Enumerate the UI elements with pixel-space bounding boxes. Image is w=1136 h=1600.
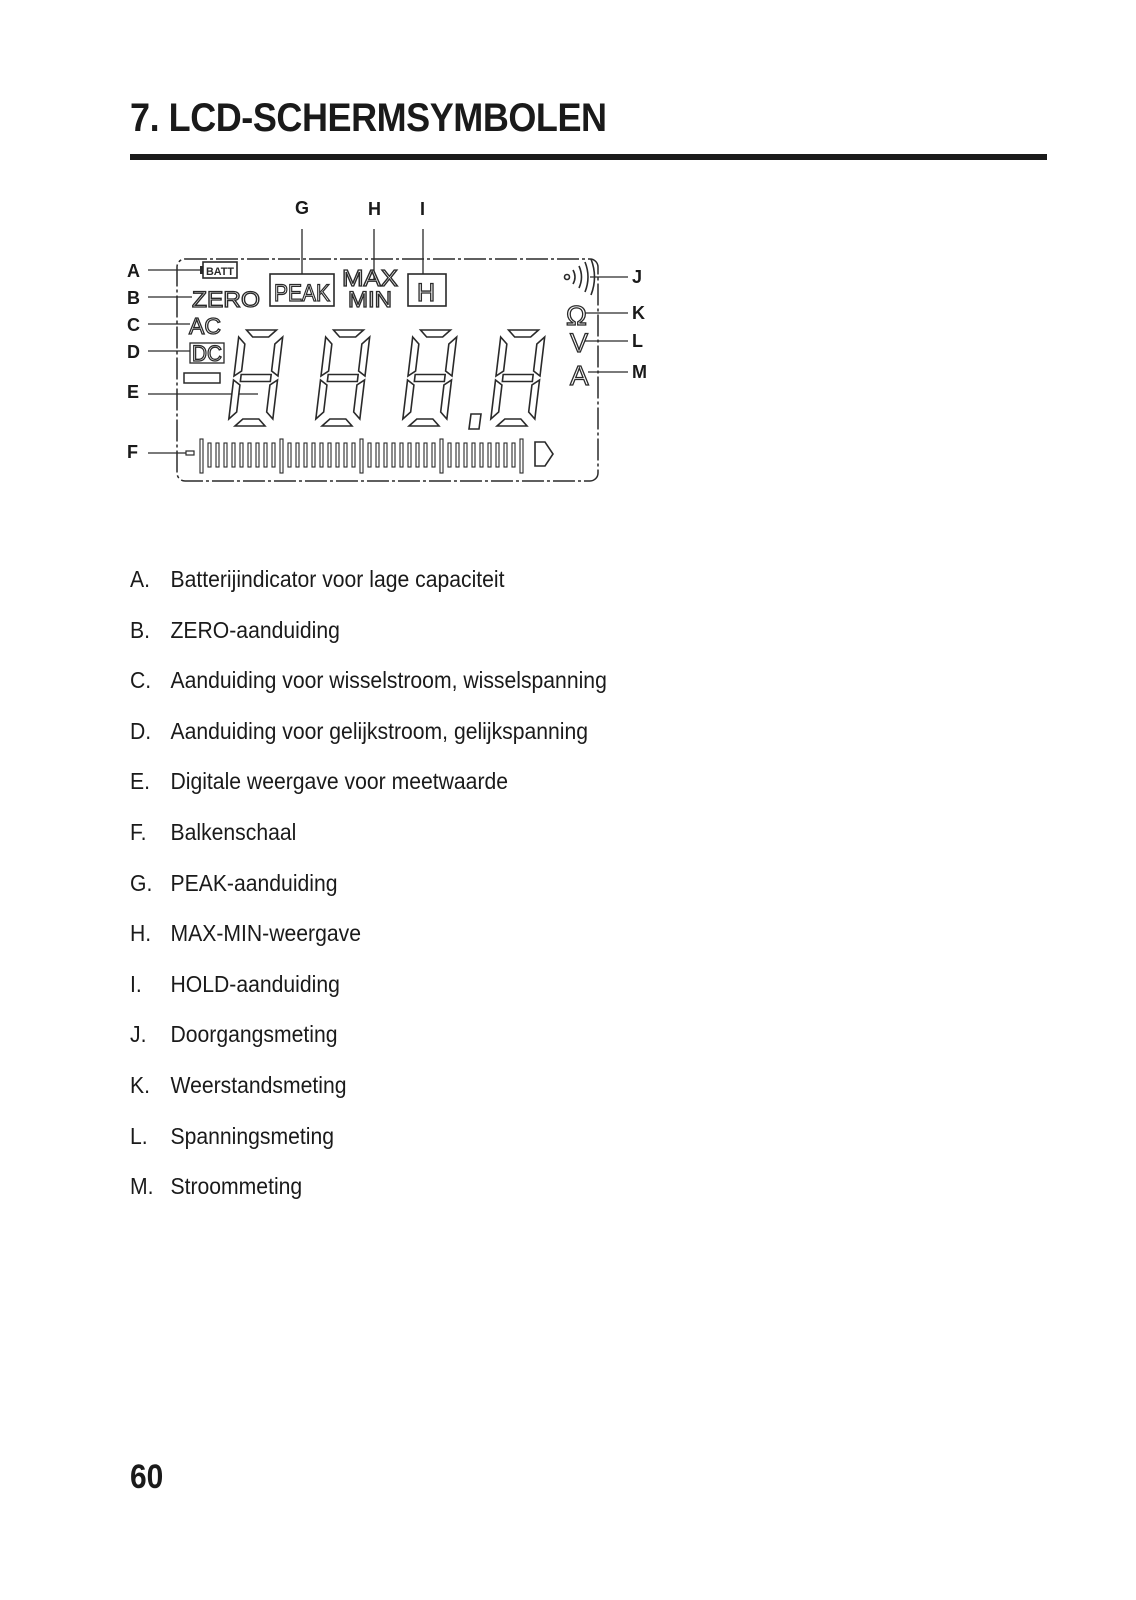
lcd-segment — [272, 337, 283, 376]
lcd-segment — [421, 330, 451, 337]
lcd-ac: AC — [189, 313, 221, 339]
bar-segment — [424, 443, 427, 467]
list-item: A. Batterijindicator voor lage capaciteit — [130, 566, 505, 592]
bar-segment — [408, 443, 411, 467]
list-item: G. PEAK-aanduiding — [130, 869, 338, 896]
lcd-segment — [441, 380, 452, 419]
lcd-segment — [240, 375, 271, 382]
bar-arrow-icon — [535, 442, 553, 466]
callout-c: C — [127, 315, 140, 335]
lcd-peak: PEAK — [274, 280, 330, 307]
lcd-segment — [408, 337, 419, 376]
list-item: C. Aanduiding voor wisselstroom, wisselspanning — [130, 667, 607, 694]
lcd-minus-sign — [184, 373, 220, 383]
lcd-segment — [529, 380, 540, 419]
bar-segment — [328, 443, 331, 467]
page-number: 60 — [130, 1458, 164, 1496]
lcd-segment — [409, 419, 439, 426]
bar-segment — [384, 443, 387, 467]
lcd-ohm: Ω — [566, 300, 587, 331]
callout-k: K — [632, 303, 645, 323]
bar-segment — [368, 443, 371, 467]
lcd-segment — [327, 375, 358, 382]
list-item: E. Digitale weergave voor meetwaarde — [130, 768, 509, 795]
bar-segment — [280, 439, 283, 473]
lcd-segment — [502, 375, 533, 382]
bar-segment — [264, 443, 267, 467]
callout-d: D — [127, 342, 140, 362]
bar-segment — [248, 443, 251, 467]
lcd-min: MIN — [348, 287, 392, 312]
lcd-segment — [334, 330, 364, 337]
list-item: D. Aanduiding voor gelijkstroom, gelijkspanning — [130, 717, 589, 744]
lcd-segment — [491, 380, 502, 419]
bar-segment — [416, 443, 419, 467]
lcd-batt: BATT — [206, 266, 235, 278]
bar-segment — [376, 443, 379, 467]
bar-segment — [200, 439, 203, 473]
bar-segment — [512, 443, 515, 467]
bar-segment — [480, 443, 483, 467]
callout-a: A — [127, 261, 140, 281]
bar-segment — [224, 443, 227, 467]
bar-segment — [456, 443, 459, 467]
list-item: I. HOLD-aanduiding — [130, 970, 340, 997]
bar-segment — [448, 443, 451, 467]
list-item: L. Spanningsmeting — [130, 1122, 334, 1149]
bar-segment — [344, 443, 347, 467]
bar-segment — [256, 443, 259, 467]
bar-segment — [208, 443, 211, 467]
bar-segment — [240, 443, 243, 467]
lcd-segment — [414, 375, 445, 382]
bar-segment — [464, 443, 467, 467]
list-item: B. ZERO-aanduiding — [130, 616, 340, 643]
lcd-segment — [496, 337, 507, 376]
bar-segment — [520, 439, 523, 473]
bar-segment — [336, 443, 339, 467]
callout-e: E — [127, 382, 140, 402]
lcd-segment — [247, 330, 277, 337]
lcd-segment — [234, 337, 245, 376]
bar-segment — [352, 443, 355, 467]
decimal-point — [469, 414, 481, 429]
lcd-segment — [497, 419, 527, 426]
bar-segment — [440, 439, 443, 473]
bar-segment — [472, 443, 475, 467]
seven-segment-display — [229, 330, 545, 426]
lcd-segment — [235, 419, 265, 426]
bar-segment — [400, 443, 403, 467]
bar-segment — [304, 443, 307, 467]
bar-minus — [186, 451, 194, 455]
list-item: J. Doorgangsmeting — [130, 1021, 338, 1048]
lcd-segment — [316, 380, 327, 419]
callout-l: L — [632, 331, 643, 351]
bar-segment — [272, 443, 275, 467]
bar-segment — [496, 443, 499, 467]
list-item: M. Stroommeting — [130, 1173, 303, 1200]
list-item: F. Balkenschaal — [130, 818, 297, 845]
lcd-segment — [267, 380, 278, 419]
bar-segment — [504, 443, 507, 467]
bar-segment — [320, 443, 323, 467]
bar-segment — [216, 443, 219, 467]
bar-segment — [432, 443, 435, 467]
bar-segment — [360, 439, 363, 473]
bar-segment — [392, 443, 395, 467]
lcd-max: MAX — [342, 265, 398, 291]
symbol-legend — [130, 566, 648, 1224]
bar-segment — [296, 443, 299, 467]
bar-segment — [232, 443, 235, 467]
lcd-segment — [229, 380, 240, 419]
bar-segment — [488, 443, 491, 467]
lcd-segment — [322, 419, 352, 426]
callout-g: G — [295, 198, 310, 218]
lcd-hold: H — [417, 279, 436, 307]
lcd-segment — [321, 337, 332, 376]
callout-h: H — [368, 199, 381, 219]
callout-i: I — [420, 199, 426, 219]
lcd-segment — [359, 337, 370, 376]
bar-segment — [312, 443, 315, 467]
bar-scale — [200, 439, 523, 473]
lcd-segment — [534, 337, 545, 376]
lcd-segment — [403, 380, 414, 419]
lcd-amp: A — [570, 360, 589, 391]
lcd-segment — [354, 380, 365, 419]
list-item: H. MAX-MIN-weergave — [130, 920, 361, 947]
callout-m: M — [632, 362, 647, 382]
lcd-segment — [446, 337, 457, 376]
lcd-volt: V — [570, 328, 589, 358]
callout-b: B — [127, 288, 140, 308]
lcd-zero: ZERO — [192, 287, 260, 312]
callout-f: F — [127, 442, 138, 462]
list-item: K. Weerstandsmeting — [130, 1071, 347, 1098]
bar-segment — [288, 443, 291, 467]
title-rule — [130, 154, 1047, 160]
lcd-dc: DC — [192, 341, 223, 366]
lcd-diagram — [120, 195, 680, 515]
lcd-segment — [509, 330, 539, 337]
page-title: 7. LCD-SCHERMSYMBOLEN — [130, 96, 607, 140]
callout-j: J — [632, 267, 643, 287]
